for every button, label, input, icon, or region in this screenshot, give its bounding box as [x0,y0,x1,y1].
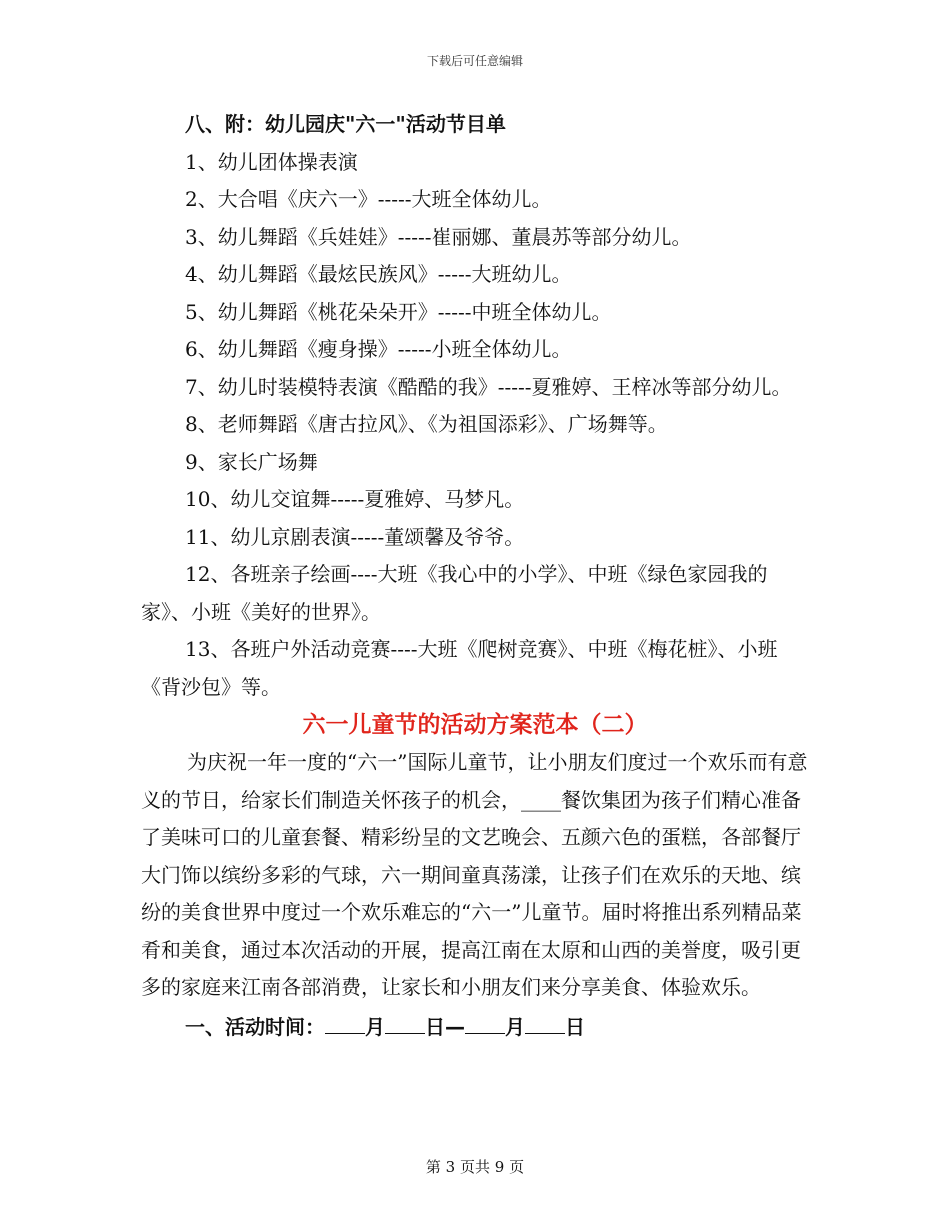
activity-time-label: 一、活动时间： [185,1014,325,1039]
day-blank [385,1011,425,1034]
day-blank [525,1011,565,1034]
document-title: 六一儿童节的活动方案范本（二） [302,712,648,738]
list-item: 8、老师舞蹈《唐古拉风》、《为祖国添彩》、广场舞等。 [185,412,668,436]
section-heading: 八、附：幼儿园庆"六一"活动节目单 [185,112,506,136]
list-item: 12、各班亲子绘画----大班《我心中的小学》、中班《绿色家园我的家》、小班《美好的世界》。 [141,562,768,624]
program-list [141,144,809,707]
list-item: 3、幼儿舞蹈《兵娃娃》-----崔丽娜、董晨苏等部分幼儿。 [185,224,692,249]
document-body [141,106,809,1046]
list-item: 9、家长广场舞 [185,449,318,474]
month-unit: 月 [365,1014,385,1039]
month-blank [465,1011,505,1034]
list-item: 6、幼儿舞蹈《瘦身操》-----小班全体幼儿。 [185,337,572,361]
day-unit: 日 [565,1014,585,1039]
list-item: 11、幼儿京剧表演-----董颂馨及爷爷。 [185,524,525,549]
list-item: 10、幼儿交谊舞-----夏雅婷、马梦凡。 [185,487,525,511]
activity-time-line [141,1009,809,1047]
page-header: 下载后可任意编辑 [426,54,523,68]
list-item: 5、幼儿舞蹈《桃花朵朵开》-----中班全体幼儿。 [185,299,612,324]
list-item: 7、幼儿时装模特表演《酷酷的我》-----夏雅婷、王梓冰等部分幼儿。 [185,374,792,399]
list-item: 13、各班户外活动竞赛----大班《爬树竞赛》、中班《梅花桩》、小班《背沙包》等。 [141,637,778,699]
list-item: 4、幼儿舞蹈《最炫民族风》-----大班幼儿。 [185,262,572,286]
page-footer: 第 3 页共 9 页 [425,1158,525,1176]
range-dash: — [445,1014,465,1039]
month-unit: 月 [505,1014,525,1039]
list-item: 2、大合唱《庆六一》-----大班全体幼儿。 [185,187,552,211]
list-item: 1、幼儿团体操表演 [185,149,358,174]
month-blank [325,1011,365,1034]
day-unit: 日 [425,1014,445,1039]
intro-paragraph: 为庆祝一年一度的“六一”国际儿童节，让小朋友们度过一个欢乐而有意义的节日，给家长们制造关怀孩子的机会，____餐饮集团为孩子们精心准备了美味可口的儿童套餐、精彩纷呈的文艺晚会、五颜六色的蛋糕，各部餐厅大门饰以缤纷多彩的气球，六一期间童真荡漾，让孩子们在欢乐的天地、缤纷的美食世界中度过一个欢乐难忘的“六一”儿童节。届时将推出系列精品菜肴和美食，通过本次活动的开展，提高江南在太原和山西的美誉度，吸引更多的家庭来江南各部消费，让家长和小朋友们来分享美食、体验欢乐。 [141,750,808,999]
